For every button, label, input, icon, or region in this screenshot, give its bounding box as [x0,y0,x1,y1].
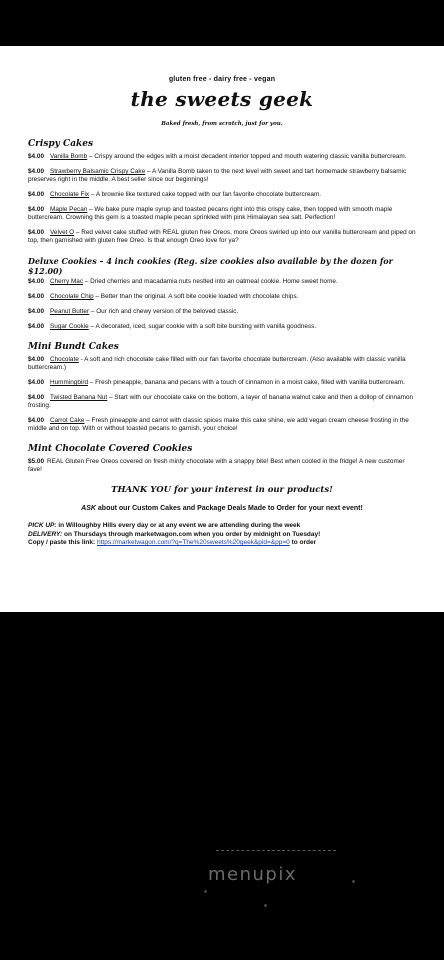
menu-sheet [0,46,444,612]
item-name: Chocolate Chip [50,293,94,300]
ask-lead: ASK [81,505,96,512]
copy-after: to order [289,539,317,546]
item-price: $4.00 [28,323,44,330]
item-price: $5.00 [28,458,44,465]
item-description: – Our rich and chewy version of the beloved classic. [89,308,239,315]
delivery-line [28,531,416,540]
item-description: REAL Gluten Free Oreos covered on fresh minty chocolate with a snappy bite! Best when cooled in the fridge! A new customer fave! [28,458,405,473]
item-price: $4.00 [28,394,44,401]
item-name: Chocolate Fix [50,191,90,198]
watermark-dot [352,880,355,883]
ask-text: about our Custom Cakes and Package Deals Made to Order for your next event! [95,505,363,512]
menu-item [28,308,416,316]
copy-text: Copy / paste this link: [28,539,97,546]
item-price: $4.00 [28,308,44,315]
item-price: $4.00 [28,293,44,300]
section-title-deluxe-cookies: Deluxe Cookies – 4 inch cookies (Reg. size cookies also available by the dozen for $12.00) [28,256,393,276]
copy-link-line [28,539,416,548]
menu-item [28,168,416,184]
menu-item [28,356,416,372]
item-description: – Dried cherries and macadamia nuts nestled into an oatmeal cookie. Home sweet home. [83,278,338,285]
item-price: $4.00 [28,191,44,198]
pickup-delivery-info [28,522,416,548]
pickup-text: in Willoughby Hills every day or at any event we are attending during the week [56,522,301,529]
item-description: – Fresh pineapple, banana and pecans with a touch of cinnamon in a moist cake, filled with vanilla buttercream. [88,379,405,386]
thank-you-note: THANK YOU for your interest in our products! [111,485,333,495]
menu-item [28,394,416,410]
order-link[interactable]: https://marketwagon.com/?q=The%20sweets%20geek&pid=&pp=0 [96,539,290,546]
pickup-line [28,522,416,531]
menu-item [28,293,416,301]
top-black-band [0,0,444,46]
item-description: - A soft and rich chocolate cake filled with our fan favorite chocolate buttercream. (Also available with classic vanilla buttercream.) [28,356,406,371]
bottom-black-band [0,612,444,960]
menupix-watermark: menupix [208,864,298,885]
delivery-text: on Thursdays through marketwagon.com when you order by midnight on Tuesday! [62,530,321,538]
menu-item [28,229,416,245]
menu-item [28,206,416,222]
menu-item [28,417,416,433]
watermark-dot [204,890,207,893]
subtitle: Baked fresh, from scratch, just for you. [161,121,283,127]
item-description: – A decorated, iced, sugar cookie with a soft bite bursting with vanilla goodness. [88,323,317,330]
item-price: $4.00 [28,356,44,363]
section-title-mint-chocolate-cookies: Mint Chocolate Covered Cookies [28,444,193,454]
item-name: Twisted Banana Nut [50,394,108,401]
item-description: – Start with our chocolate cake on the bottom, a layer of banana walnut cake and then a dollop of cinnamon frosting. [28,394,414,409]
item-price: $4.00 [28,417,44,424]
item-description: – Crispy around the edges with a moist decadent interior topped and mouth watering classic vanilla buttercream. [87,153,407,160]
item-name: Sugar Cookie [50,323,89,330]
item-name: Peanut Butter [50,308,90,315]
item-name: Cherry Mac [50,278,84,285]
item-description: – We bake pure maple syrup and toasted pecans right into this crispy cake, then topped with smooth maple buttercream. Crowning this gem is a toasted maple pecan sprinkled with pink Himalayan sea salt. Perfection! [28,206,393,221]
item-name: Chocolate [50,356,79,363]
item-price: $4.00 [28,168,44,175]
item-name: Carrot Cake [50,417,85,424]
menu-item [28,458,416,474]
section-title-crispy-cakes: Crispy Cakes [28,139,94,149]
item-name: Maple Pecan [50,206,88,213]
item-name: Hummingbird [50,379,89,386]
watermark-dot [264,904,267,907]
menu-item [28,153,416,161]
item-name: Strawberry Balsamic Crispy Cake [50,168,146,175]
watermark-dash-line [216,850,336,851]
item-price: $4.00 [28,278,44,285]
section-title-mini-bundt-cakes: Mini Bundt Cakes [28,342,119,352]
menu-item [28,191,416,199]
delivery-lead: DELIVERY: [28,530,63,538]
item-price: $4.00 [28,206,44,213]
menu-item [28,379,416,387]
tagline: gluten free - dairy free - vegan [168,76,276,83]
item-description: – Fresh pineapple and carrot with classic spices make this cake shine, we add vegan cream cheese frosting in the middle and on top. With or without toasted pecans to garnish, your choice! [28,417,409,432]
item-price: $4.00 [28,153,44,160]
custom-orders-note [28,505,416,512]
item-name: Vanilla Bomb [50,153,88,160]
item-price: $4.00 [28,229,44,236]
brand-logo-text: the sweets geek [130,87,314,111]
item-description: – A Vanilla Bomb taken to the next level with sweet and tart homemade strawberry balsamic preserves right in the middle. A best seller since our beginnings! [28,168,407,183]
pickup-lead: PICK UP: [28,522,57,529]
menu-item [28,323,416,331]
item-name: Velvet O [50,229,75,236]
item-description: – A brownie like textured cake topped with our fan favorite chocolate buttercream. [89,191,322,198]
item-description: – Better than the original. A soft bite cookie loaded with chocolate chips. [93,293,299,300]
menu-item [28,278,416,286]
item-description: – Red velvet cake stuffed with REAL gluten free Oreos, more Oreos swirled up into our vanilla buttercream and piped on top, then garnished with gluten free Oreo. Is that enough Oreo love for ya? [28,229,416,244]
item-price: $4.00 [28,379,44,386]
